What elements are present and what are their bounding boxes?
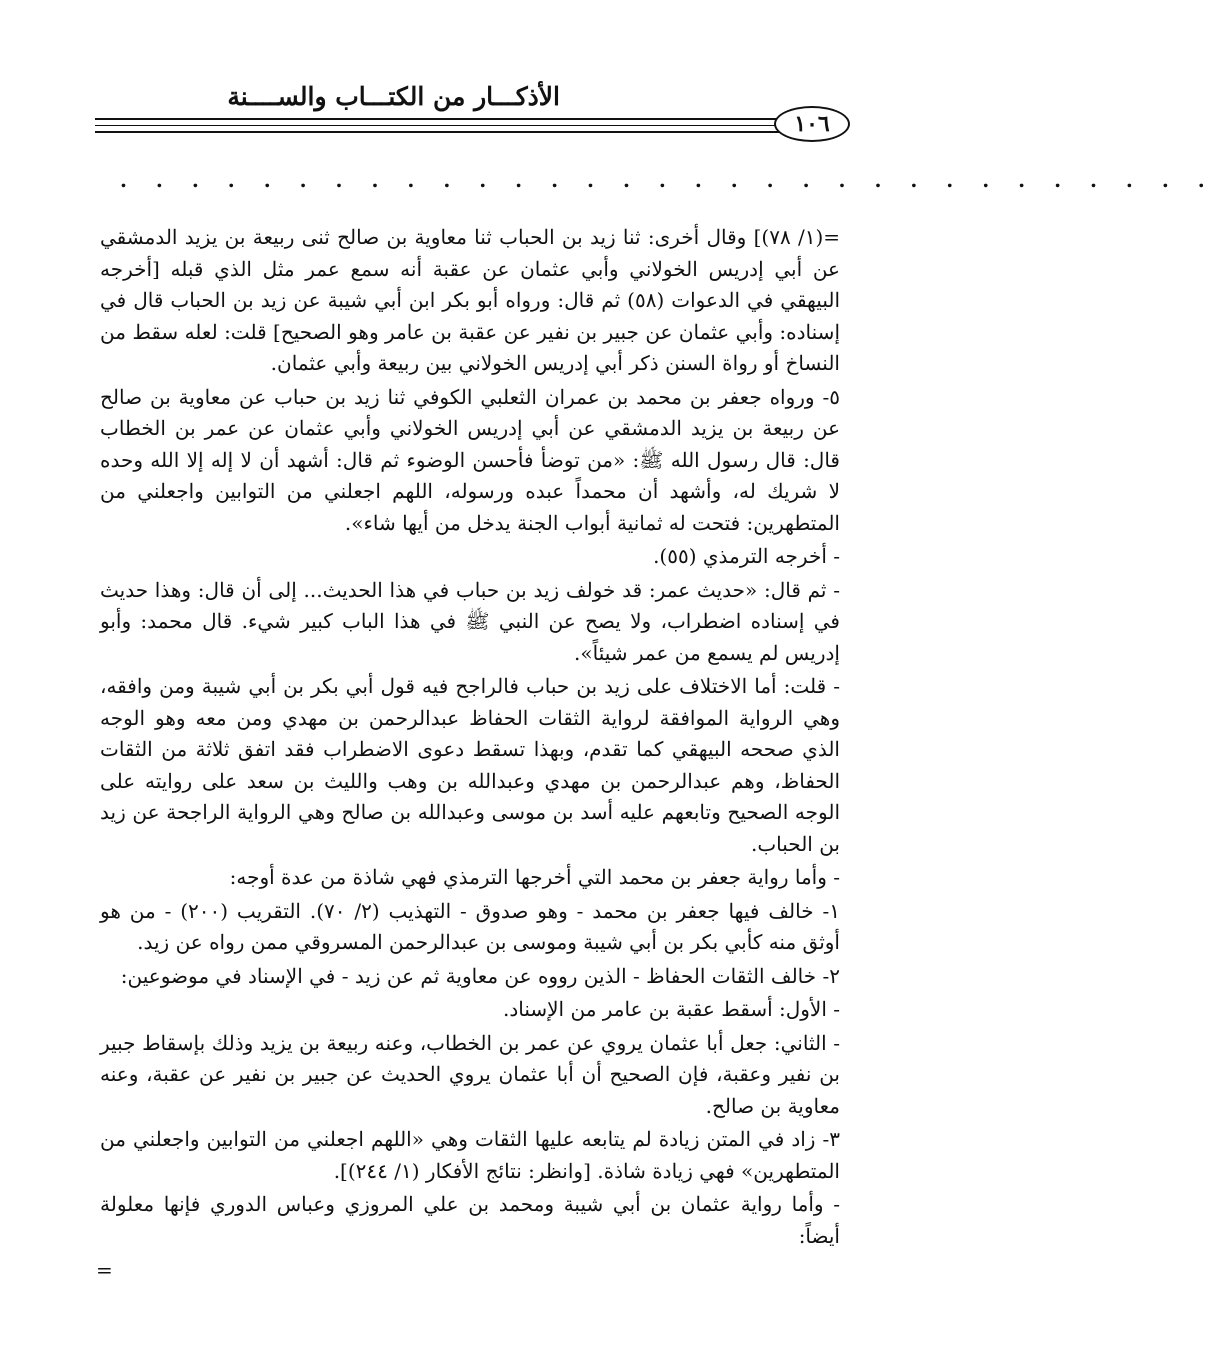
paragraph: - وأما رواية عثمان بن أبي شيبة ومحمد بن علي المروزي وعباس الدوري فإنها معلولة أيضاً: [100,1192,840,1248]
paragraph: - الأول: أسقط عقبة بن عامر من الإسناد. [503,997,840,1021]
header-rule [95,125,780,126]
page-header [95,78,850,148]
paragraph: - أخرجه الترمذي (٥٥). [653,544,840,568]
footnote-separator: . . . . . . . . . . . . . . . . . . . . . . . . . . . . . . . [120,168,1216,192]
paragraph: ٢- خالف الثقات الحفاظ - الذين رووه عن معاوية ثم عن زيد - في الإسناد في موضوعين: [120,963,840,988]
page-number: ١٠٦ [774,106,850,142]
header-rule [95,118,780,120]
paragraph: - ثم قال: «حديث عمر: قد خولف زيد بن حباب في هذا الحديث... إلى أن قال: وهذا حديث في إسناده اضطراب، ولا يصح عن النبي ﷺ في هذا الباب كبير شيء. قال محمد: وأبو إدريس لم يسمع من عمر شيئاً». [100,577,840,665]
header-rule [95,131,780,133]
paragraph: ١- خالف فيها جعفر بن محمد - وهو صدوق - التهذيب (٢/ ٧٠). التقريب (٢٠٠) - من هو أوثق منه كأبي بكر بن أبي شيبة وموسى بن عبدالرحمن المسروقي ممن رواه عن زيد. [100,898,840,954]
continuation-mark: = [96,1258,113,1282]
paragraph: ٣- زاد في المتن زيادة لم يتابعه عليها الثقات وهي «اللهم اجعلني من التوابين واجعلني من المتطهرين» فهي زيادة شاذة. [وانظر: نتائج الأفكار (١/ ٢٤٤)]. [100,1127,840,1183]
paragraph: - وأما رواية جعفر بن محمد التي أخرجها الترمذي فهي شاذة من عدة أوجه: [229,865,840,889]
paragraph: ٥- ورواه جعفر بن محمد بن عمران الثعلبي الكوفي ثنا زيد بن حباب عن معاوية بن صالح عن ربيعة بن يزيد الدمشقي عن أبي إدريس الخولاني وأبي عثمان عن عمر بن الخطاب قال: قال رسول الله ﷺ: «من توضأ فأحسن الوضوء ثم قال: أشهد أن لا إله إلا الله وحده لا شريك له، وأشهد أن محمداً عبده ورسوله، اللهم اجعلني من التوابين واجعلني من المتطهرين: فتحت له ثمانية أبواب الجنة يدخل من أيها شاء». [100,384,841,535]
paragraph: - قلت: أما الاختلاف على زيد بن حباب فالراجح فيه قول أبي بكر بن أبي شيبة ومن وافقه، وهي الرواية الموافقة لرواية الثقات الحفاظ عبدالرحمن بن مهدي ومن معه وهو الوجه الذي صححه البيهقي كما تقدم، وبهذا تسقط دعوى الاضطراب فقد اتفق ثلاثة من الثقات الحفاظ، وهم عبدالرحمن بن مهدي وعبدالله بن وهب والليث بن سعد على روايته على الوجه الصحيح وتابعهم عليه أسد بن موسى وعبدالله بن صالح وهي الرواية الراجحة عن زيد بن الحباب. [100,674,841,856]
paragraph: =(١/ ٧٨)] وقال أخرى: ثنا زيد بن الحباب ثنا معاوية بن صالح ثنى ربيعة بن يزيد الدمشقي عن أبي إدريس الخولاني وأبي عثمان عن عقبة أنه سمع عمر مثل الذي قبله [أخرجه البيهقي في الدعوات (٥٨) ثم قال: ورواه أبو بكر ابن أبي شيبة عن زيد بن الحباب قال في إسناده: وأبي عثمان عن جبير بن نفير عن عقبة بن عامر وهو الصحيح] قلت: لعله سقط من النساخ أو رواة السنن ذكر أبي إدريس الخولاني بين ربيعة وأبي عثمان. [100,225,841,375]
running-title: الأذكـــار من الكتـــاب والســــنة [227,82,560,111]
paragraph: - الثاني: جعل أبا عثمان يروي عن عمر بن الخطاب، وعنه ربيعة بن يزيد وذلك بإسقاط جبير بن نفير وعقبة، فإن الصحيح أن أبا عثمان يروي الحديث عن جبير بن نفير عن عقبة، وعنه معاوية بن صالح. [100,1030,840,1118]
footnote-body [100,222,840,1252]
